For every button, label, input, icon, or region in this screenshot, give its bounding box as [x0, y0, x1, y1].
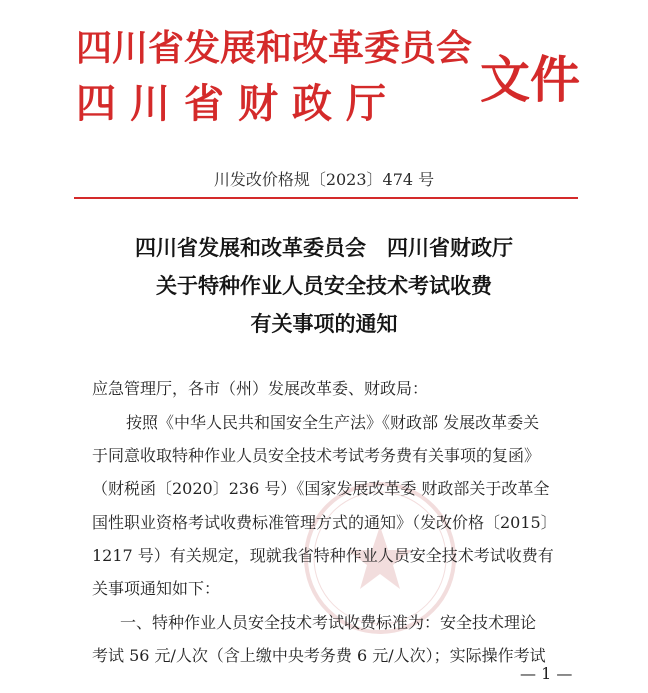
body-paragraph-line: 1217 号）有关规定，现就我省特种作业人员安全技术考试收费有 — [92, 546, 554, 565]
body-paragraph-line: 一、特种作业人员安全技术考试收费标准为：安全技术理论 — [120, 613, 537, 632]
body-paragraph-line: 关事项通知如下： — [92, 579, 221, 598]
body-paragraph-line: 国性职业资格考试收费标准管理方式的通知》（发改价格〔2015〕 — [92, 513, 557, 532]
red-separator-line — [74, 197, 578, 199]
body-paragraph-line: 于同意收取特种作业人员安全技术考试考务费有关事项的复函》 — [92, 446, 541, 465]
body-paragraph-line: （财税函〔2020〕236 号）《国家发展改革委 财政部关于改革全 — [92, 479, 550, 498]
salutation: 应急管理厅，各市（州）发展改革委、财政局： — [92, 379, 429, 398]
page-number: — 1 — — [520, 664, 573, 683]
document-number: 川发改价格规〔2023〕474 号 — [213, 170, 435, 189]
document-word: 文件 — [480, 50, 580, 109]
issuing-authority-2: 四川省财政厅 — [76, 81, 400, 127]
body-paragraph-line: 考试 56 元/人次（含上缴中央考务费 6 元/人次）；实际操作考试 — [92, 646, 546, 665]
document-title-line-1: 四川省发展和改革委员会 四川省财政厅 — [135, 236, 513, 260]
body-paragraph-line: 按照《中华人民共和国安全生产法》《财政部 发展改革委关 — [126, 413, 540, 432]
issuing-authority-1: 四川省发展和改革委员会 — [76, 28, 473, 69]
document-title-line-2: 关于特种作业人员安全技术考试收费 — [156, 274, 492, 298]
document-title-line-3: 有关事项的通知 — [250, 312, 398, 336]
